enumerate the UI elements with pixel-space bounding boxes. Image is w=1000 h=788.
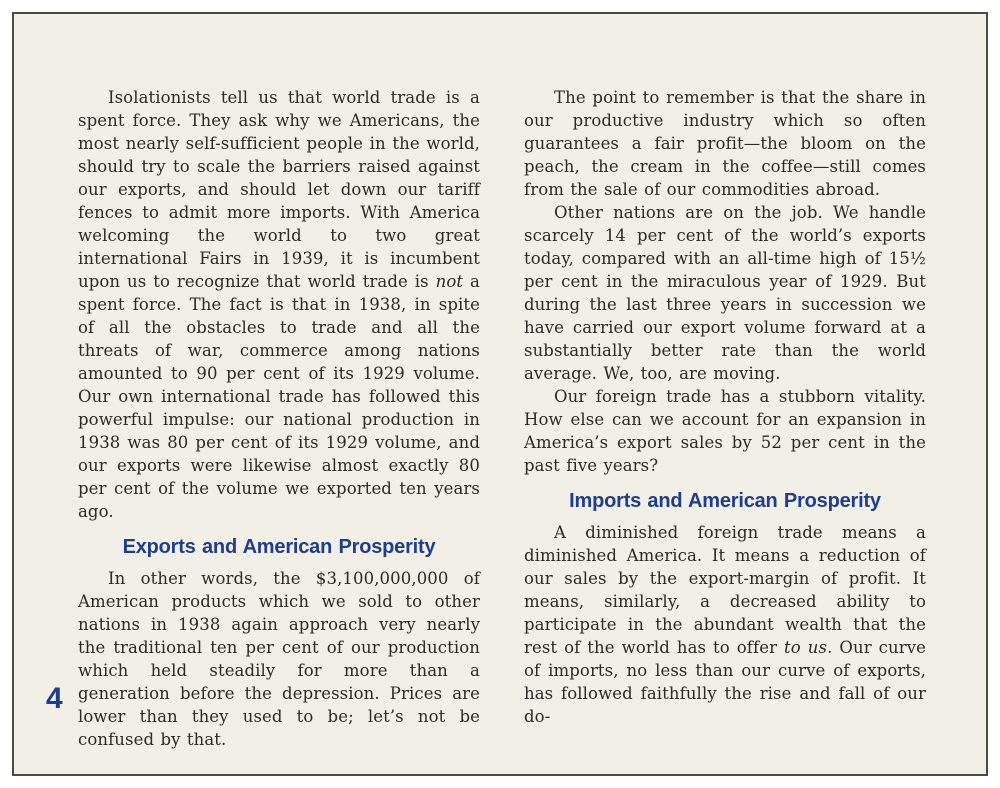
italic-word: not [435, 272, 464, 291]
right-column [524, 86, 926, 774]
paragraph-text: a spent force. The fact is that in 1938, in spite of all the obstacles to trade and all the threats of war, commerce among nations amounted to 90 per cent of its 1929 volume. Our own international trade has followed this powerful impulse: our national production in 1938 was 80 per cent of its 1929 volume, and our exports were likewise almost exactly 80 per cent of the volume we exported ten years ago. [78, 272, 480, 521]
paragraph-in-other-words: In other words, the $3,100,000,000 of American products which we sold to other nations in 1938 again approach very nearly the traditional ten per cent of our production which held steadily for more than a generation before the depression. Prices are lower than they used to be; let’s not be confused by that. [78, 569, 480, 749]
paragraph-text: A diminished foreign trade means a diminished America. It means a reduction of our sales by the export-margin of profit. It means, similarly, a decreased ability to participate in the abundant wealth that the rest of the world has to offer [524, 523, 926, 657]
text-columns [78, 86, 926, 774]
paragraph-text: . Our curve of imports, no less than our curve of exports, has followed faithfully the rise and fall of our do- [524, 638, 927, 726]
paragraph-isolationists [78, 86, 480, 523]
paragraph-text: Isolationists tell us that world trade is a spent force. They ask why we Americans, the most nearly self-sufficient people in the world, should try to scale the barriers raised against our exports, and should let down our tariff fences to admit more imports. With America welcoming the world to two great international Fairs in 1939, it is incumbent upon us to recognize that world trade is [78, 88, 480, 291]
left-column [78, 86, 480, 774]
paragraph-diminished-trade [524, 521, 926, 728]
section-heading-exports: Exports and American Prosperity [122, 536, 436, 558]
paragraph-stubborn-vitality: Our foreign trade has a stubborn vitality. How else can we account for an expansion in America’s export sales by 52 per cent in the past five years? [524, 387, 926, 475]
paragraph-other-nations: Other nations are on the job. We handle scarcely 14 per cent of the world’s exports today, compared with an all-time high of 15½ per cent in the miraculous year of 1929. But during the last three years in succession we have carried our export volume forward at a substantially better rate than the world average. We, too, are moving. [524, 203, 926, 383]
page-number: 4 [46, 682, 63, 715]
italic-phrase: to us [784, 638, 828, 657]
book-page [12, 12, 988, 776]
paragraph-point-to-remember: The point to remember is that the share in our productive industry which so often guarantees a fair profit—the bloom on the peach, the cream in the coffee—still comes from the sale of our commodities abroad. [524, 88, 926, 199]
section-heading-imports: Imports and American Prosperity [569, 490, 881, 512]
